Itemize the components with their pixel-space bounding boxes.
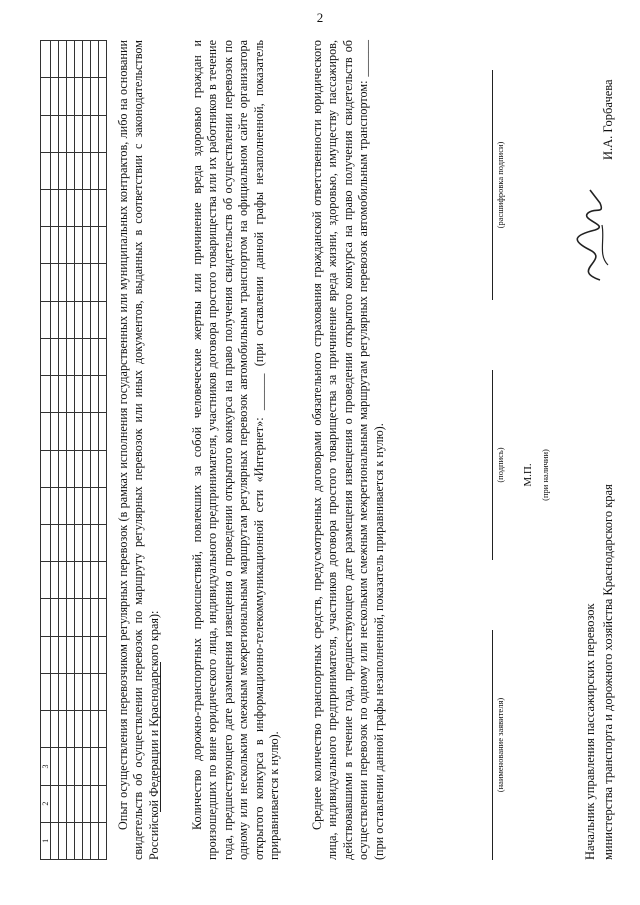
table-cell <box>41 673 51 710</box>
table-cell <box>41 264 51 301</box>
table-cell <box>91 822 99 859</box>
table-cell <box>99 525 107 562</box>
table-cell <box>83 562 91 599</box>
vehicles-text: Среднее количество транспортных средств, предусмотренных договорами обязательного страхования гражданской ответственности юридического лица, индивидуального предпринимателя, участников договора простого товарищества за причинение вреда жизни, здоровью, имуществу пассажиров, действовавшими в течение года, предшествующего дате размещения извещения о проведении открытого конкурса на право получения свидетельств об осуществлении перевозок по одному или нескольким смежным межрегиональным маршрутам регулярных перевозок автомобильным транспортом: ______ (при оставлении данной графы незаполненной, показатель приравнивается к нулю). <box>310 40 386 860</box>
table-cell <box>59 41 67 78</box>
table-row <box>99 41 107 860</box>
table-cell <box>91 487 99 524</box>
signature-caption: (подпись) <box>495 447 505 483</box>
table-cell <box>99 78 107 115</box>
table-cell <box>41 525 51 562</box>
table-cell <box>91 115 99 152</box>
table-cell <box>67 525 75 562</box>
table-cell <box>67 673 75 710</box>
table-cell <box>51 785 59 822</box>
table-cell <box>59 748 67 785</box>
table-cell <box>75 748 83 785</box>
table-cell <box>51 599 59 636</box>
table-cell <box>59 599 67 636</box>
table-cell <box>59 78 67 115</box>
table-cell <box>83 599 91 636</box>
table-cell <box>59 636 67 673</box>
table-cell <box>75 190 83 227</box>
table-cell <box>51 748 59 785</box>
rotated-document-content <box>40 40 630 860</box>
table-cell <box>41 152 51 189</box>
table-cell <box>75 822 83 859</box>
table-cell <box>91 413 99 450</box>
table-cell <box>75 78 83 115</box>
stamp-label: М.П. <box>522 463 534 487</box>
table-cell <box>41 78 51 115</box>
table-cell <box>67 376 75 413</box>
table-cell <box>91 41 99 78</box>
table-cell <box>91 562 99 599</box>
table-cell <box>51 711 59 748</box>
decoding-line <box>492 70 493 300</box>
table-row <box>91 41 99 860</box>
table-cell <box>67 338 75 375</box>
table-cell <box>75 450 83 487</box>
table-cell <box>83 487 91 524</box>
table-cell <box>67 785 75 822</box>
table-cell <box>41 487 51 524</box>
decoding-caption: (расшифровка подписи) <box>495 141 505 229</box>
table-cell <box>75 264 83 301</box>
table-cell <box>67 190 75 227</box>
table-cell <box>75 785 83 822</box>
table-cell <box>91 152 99 189</box>
table-cell <box>67 748 75 785</box>
table-cell <box>83 301 91 338</box>
table-cell <box>59 822 67 859</box>
table-cell <box>99 450 107 487</box>
table-cell <box>99 227 107 264</box>
accidents-text: Количество дорожно-транспортных происшествий, повлекших за собой человеческие жертвы или причинение вреда здоровью граждан и произошедших по вине юридического лица, индивидуального предпринимателя, участников договора простого товарищества или их работников в течение года, предшествующего дате размещения извещения о проведении открытого конкурса на право получения свидетельств об осуществлении перевозок по одному или нескольким смежным межрегиональным маршрутам регулярных перевозок автомобильным транспортом на официальном сайте организатора открытого конкурса в информационно-телекоммуникационной сети «Интернет»: ______ (при оставлении данной графы незаполненной, показатель приравнивается к нулю). <box>190 40 282 860</box>
table-cell <box>91 785 99 822</box>
table-cell <box>99 785 107 822</box>
table-cell <box>99 190 107 227</box>
table-cell <box>75 711 83 748</box>
table-cell <box>91 450 99 487</box>
table-cell <box>91 264 99 301</box>
table-cell <box>99 636 107 673</box>
table-cell <box>51 562 59 599</box>
table-cell <box>75 41 83 78</box>
table-cell: 3 <box>41 748 51 785</box>
table-cell <box>67 562 75 599</box>
table-cell <box>91 636 99 673</box>
table-cell <box>83 190 91 227</box>
table-row <box>75 41 83 860</box>
table-cell <box>83 338 91 375</box>
table-cell <box>59 376 67 413</box>
table-cell <box>41 338 51 375</box>
table-cell <box>59 152 67 189</box>
table-cell <box>99 152 107 189</box>
table-cell: 1 <box>41 822 51 859</box>
table-cell <box>91 599 99 636</box>
table-cell <box>51 152 59 189</box>
table-cell <box>59 301 67 338</box>
table-cell <box>99 822 107 859</box>
official-name: И.А. Горбачева <box>601 79 615 160</box>
table-cell <box>41 41 51 78</box>
table-cell <box>67 264 75 301</box>
table-cell <box>99 711 107 748</box>
table-cell <box>75 115 83 152</box>
table-row <box>83 41 91 860</box>
table-cell <box>51 822 59 859</box>
table-row <box>67 41 75 860</box>
table-cell <box>59 562 67 599</box>
page-number: 2 <box>316 10 324 25</box>
table-cell <box>75 413 83 450</box>
table-cell <box>99 487 107 524</box>
table-cell <box>51 413 59 450</box>
table-cell <box>51 376 59 413</box>
table-cell <box>83 748 91 785</box>
table-cell <box>59 190 67 227</box>
table-cell <box>91 338 99 375</box>
table-cell <box>99 301 107 338</box>
table-cell <box>75 673 83 710</box>
table-cell <box>59 450 67 487</box>
table-row <box>59 41 67 860</box>
table-cell <box>59 264 67 301</box>
table-cell <box>67 301 75 338</box>
table-cell <box>83 525 91 562</box>
table-cell <box>51 301 59 338</box>
table-cell <box>51 264 59 301</box>
table-cell <box>99 673 107 710</box>
table-cell <box>83 413 91 450</box>
table-cell <box>59 785 67 822</box>
table-cell <box>59 227 67 264</box>
table-cell <box>83 78 91 115</box>
applicant-caption: (наименование заявителя) <box>495 697 505 793</box>
official-title-line2: министерства транспорта и дорожного хозяйства Краснодарского края <box>601 484 615 860</box>
table-cell <box>59 673 67 710</box>
experience-paragraph <box>116 40 161 860</box>
table-cell <box>75 599 83 636</box>
table-cell <box>83 673 91 710</box>
table-cell <box>75 562 83 599</box>
table-cell <box>67 41 75 78</box>
table-cell <box>75 376 83 413</box>
table-cell <box>41 599 51 636</box>
table-cell <box>83 450 91 487</box>
table-cell <box>75 227 83 264</box>
table-cell <box>75 636 83 673</box>
table-cell <box>75 487 83 524</box>
table-cell <box>41 636 51 673</box>
table-cell <box>83 376 91 413</box>
table-cell <box>41 376 51 413</box>
table-cell <box>67 152 75 189</box>
table-cell <box>41 190 51 227</box>
table-cell <box>99 264 107 301</box>
table-cell <box>99 748 107 785</box>
table-cell <box>51 78 59 115</box>
table-cell <box>41 562 51 599</box>
table-cell <box>41 413 51 450</box>
table-cell <box>83 711 91 748</box>
table-row <box>41 41 51 860</box>
table-cell <box>51 450 59 487</box>
table-cell <box>67 822 75 859</box>
table-cell <box>67 487 75 524</box>
data-table <box>40 40 107 860</box>
table-cell <box>41 450 51 487</box>
vehicles-paragraph <box>310 40 387 860</box>
accidents-paragraph <box>190 40 282 860</box>
table-cell <box>91 673 99 710</box>
table-cell <box>67 115 75 152</box>
table-cell <box>75 301 83 338</box>
table-cell <box>67 78 75 115</box>
table-cell <box>91 190 99 227</box>
table-cell <box>67 413 75 450</box>
table-cell <box>91 711 99 748</box>
table-cell <box>99 599 107 636</box>
table-cell <box>41 301 51 338</box>
table-cell <box>67 450 75 487</box>
table-cell <box>67 636 75 673</box>
table-cell <box>51 338 59 375</box>
table-cell <box>51 673 59 710</box>
official-title-line1: Начальник управления пассажирских перевозок <box>583 603 597 860</box>
table-cell <box>59 115 67 152</box>
signature-line <box>492 370 493 560</box>
table-cell <box>99 338 107 375</box>
table-cell <box>75 338 83 375</box>
table-cell <box>91 227 99 264</box>
table-cell <box>67 711 75 748</box>
table-cell <box>51 115 59 152</box>
table-cell <box>51 227 59 264</box>
table-cell <box>83 227 91 264</box>
table-cell <box>59 338 67 375</box>
experience-text: Опыт осуществления перевозчиком регулярных перевозок (в рамках исполнения государственных или муниципальных контрактов, либо на основании свидетельств об осуществлении перевозок по маршруту регулярных перевозок или иных документов, выданных в соответствии с законодательством Российской Федерации и Краснодарского края): <box>116 40 161 860</box>
table-cell <box>59 525 67 562</box>
table-cell <box>83 152 91 189</box>
table-cell <box>91 78 99 115</box>
table-cell <box>91 525 99 562</box>
table-cell <box>51 190 59 227</box>
table-cell <box>51 636 59 673</box>
table-cell <box>91 376 99 413</box>
table-cell <box>67 227 75 264</box>
table-cell <box>83 785 91 822</box>
table-cell <box>41 115 51 152</box>
applicant-line <box>492 630 493 860</box>
table-cell <box>83 636 91 673</box>
stamp-note: (при наличии) <box>540 449 550 501</box>
table-cell <box>91 748 99 785</box>
table-cell <box>67 599 75 636</box>
table-cell <box>83 41 91 78</box>
table-cell <box>75 152 83 189</box>
table-cell <box>59 711 67 748</box>
table-cell <box>41 227 51 264</box>
handwritten-signature <box>560 185 620 285</box>
table-cell <box>51 41 59 78</box>
table-cell <box>91 301 99 338</box>
table-cell <box>83 264 91 301</box>
table-cell <box>83 115 91 152</box>
table-cell: 2 <box>41 785 51 822</box>
table-cell <box>99 41 107 78</box>
table-cell <box>59 413 67 450</box>
table-cell <box>75 525 83 562</box>
table-cell <box>51 487 59 524</box>
table-cell <box>51 525 59 562</box>
table-row <box>51 41 59 860</box>
table-cell <box>99 413 107 450</box>
table-cell <box>99 115 107 152</box>
table-cell <box>99 376 107 413</box>
table-cell <box>83 822 91 859</box>
table-cell <box>59 487 67 524</box>
table-cell <box>41 711 51 748</box>
table-cell <box>99 562 107 599</box>
